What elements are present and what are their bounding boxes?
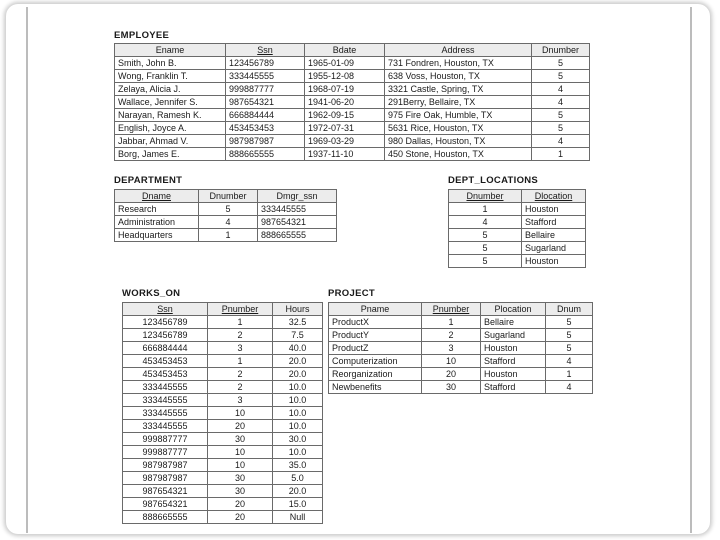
works-on-row xyxy=(123,511,323,524)
dept-locations-cell: Bellaire xyxy=(522,229,586,242)
department-cell: Research xyxy=(115,203,199,216)
works-on-cell: 10 xyxy=(208,407,273,420)
works-on-cell: 10 xyxy=(208,459,273,472)
employee-cell: 333445555 xyxy=(226,70,305,83)
project-cell: 10 xyxy=(422,355,481,368)
employee-cell: Zelaya, Alicia J. xyxy=(115,83,226,96)
works-on-cell: 123456789 xyxy=(123,316,208,329)
works-on-cell: 15.0 xyxy=(273,498,323,511)
employee-cell: 4 xyxy=(532,83,590,96)
works-on-cell: 20.0 xyxy=(273,485,323,498)
dept-locations-row xyxy=(449,203,586,216)
department-cell: Administration xyxy=(115,216,199,229)
works-on-cell: 32.5 xyxy=(273,316,323,329)
employee-cell: 450 Stone, Houston, TX xyxy=(385,148,532,161)
employee-cell: Smith, John B. xyxy=(115,57,226,70)
works-on-cell: 10.0 xyxy=(273,407,323,420)
project-cell: 20 xyxy=(422,368,481,381)
works-on-cell: 20 xyxy=(208,420,273,433)
works-on-row xyxy=(123,472,323,485)
works-on-cell: 20.0 xyxy=(273,355,323,368)
employee-cell: English, Joyce A. xyxy=(115,122,226,135)
left-decorative-bar xyxy=(8,7,28,533)
project-cell: 5 xyxy=(546,316,593,329)
dept-locations-row xyxy=(449,229,586,242)
project-row xyxy=(329,381,593,394)
employee-cell: 1937-11-10 xyxy=(305,148,385,161)
works-on-row xyxy=(123,355,323,368)
employee-cell: Borg, James E. xyxy=(115,148,226,161)
employee-cell: 1955-12-08 xyxy=(305,70,385,83)
works-on-title: WORKS_ON xyxy=(122,288,181,299)
dept-locations-header-dnumber: Dnumber xyxy=(449,190,522,203)
project-cell: 5 xyxy=(546,329,593,342)
project-row xyxy=(329,329,593,342)
dept-locations-title: DEPT_LOCATIONS xyxy=(448,175,539,186)
dept-locations-cell: 5 xyxy=(449,255,522,268)
employee-row xyxy=(115,135,590,148)
employee-cell: 666884444 xyxy=(226,109,305,122)
works-on-cell: 888665555 xyxy=(123,511,208,524)
department-row xyxy=(115,203,337,216)
works-on-cell: 20 xyxy=(208,498,273,511)
works-on-cell: 333445555 xyxy=(123,394,208,407)
project-cell: Sugarland xyxy=(481,329,546,342)
works-on-cell: 333445555 xyxy=(123,381,208,394)
project-cell: 4 xyxy=(546,355,593,368)
project-cell: 2 xyxy=(422,329,481,342)
employee-cell: 980 Dallas, Houston, TX xyxy=(385,135,532,148)
project-cell: 1 xyxy=(546,368,593,381)
dept-locations-cell: Houston xyxy=(522,255,586,268)
employee-header-ename: Ename xyxy=(115,44,226,57)
works-on-row xyxy=(123,420,323,433)
project-cell: 1 xyxy=(422,316,481,329)
works-on-cell: 666884444 xyxy=(123,342,208,355)
works-on-cell: 10 xyxy=(208,446,273,459)
employee-cell: 1962-09-15 xyxy=(305,109,385,122)
employee-cell: 291Berry, Bellaire, TX xyxy=(385,96,532,109)
department-cell: 888665555 xyxy=(258,229,337,242)
dept-locations-row xyxy=(449,255,586,268)
works-on-cell: 987987987 xyxy=(123,459,208,472)
employee-cell: 5 xyxy=(532,70,590,83)
employee-cell: 1968-07-19 xyxy=(305,83,385,96)
department-header-dmgr-ssn: Dmgr_ssn xyxy=(258,190,337,203)
project-title: PROJECT xyxy=(328,288,375,299)
project-cell: Newbenefits xyxy=(329,381,422,394)
employee-header-dnumber: Dnumber xyxy=(532,44,590,57)
employee-row xyxy=(115,70,590,83)
employee-cell: 638 Voss, Houston, TX xyxy=(385,70,532,83)
project-row xyxy=(329,368,593,381)
dept-locations-header-dlocation: Dlocation xyxy=(522,190,586,203)
project-row xyxy=(329,342,593,355)
department-cell: 1 xyxy=(199,229,258,242)
employee-cell: 987654321 xyxy=(226,96,305,109)
project-cell: ProductX xyxy=(329,316,422,329)
project-cell: 30 xyxy=(422,381,481,394)
employee-cell: 5 xyxy=(532,109,590,122)
works-on-cell: 987654321 xyxy=(123,485,208,498)
works-on-row xyxy=(123,446,323,459)
employee-header-address: Address xyxy=(385,44,532,57)
works-on-cell: 5.0 xyxy=(273,472,323,485)
works-on-cell: 2 xyxy=(208,381,273,394)
employee-cell: Narayan, Ramesh K. xyxy=(115,109,226,122)
works-on-cell: 10.0 xyxy=(273,381,323,394)
project-cell: Reorganization xyxy=(329,368,422,381)
employee-cell: 3321 Castle, Spring, TX xyxy=(385,83,532,96)
project-cell: Houston xyxy=(481,342,546,355)
works-on-cell: 10.0 xyxy=(273,420,323,433)
employee-header-ssn: Ssn xyxy=(226,44,305,57)
works-on-cell: 999887777 xyxy=(123,433,208,446)
dept-locations-row xyxy=(449,242,586,255)
works-on-cell: 30 xyxy=(208,472,273,485)
employee-title: EMPLOYEE xyxy=(114,30,170,41)
department-header-dnumber: Dnumber xyxy=(199,190,258,203)
project-cell: Computerization xyxy=(329,355,422,368)
works-on-row xyxy=(123,407,323,420)
works-on-cell: 987654321 xyxy=(123,498,208,511)
dept-locations-cell: 5 xyxy=(449,242,522,255)
employee-cell: Wallace, Jennifer S. xyxy=(115,96,226,109)
employee-cell: 5 xyxy=(532,57,590,70)
works-on-cell: 453453453 xyxy=(123,368,208,381)
works-on-cell: 987987987 xyxy=(123,472,208,485)
project-row xyxy=(329,355,593,368)
works-on-row xyxy=(123,381,323,394)
works-on-table xyxy=(122,302,323,524)
project-header-pname: Pname xyxy=(329,303,422,316)
works-on-cell: 3 xyxy=(208,342,273,355)
works-on-cell: 999887777 xyxy=(123,446,208,459)
works-on-cell: 333445555 xyxy=(123,407,208,420)
employee-row xyxy=(115,57,590,70)
employee-row xyxy=(115,148,590,161)
dept-locations-cell: 1 xyxy=(449,203,522,216)
works-on-row xyxy=(123,342,323,355)
project-cell: Stafford xyxy=(481,381,546,394)
project-cell: 3 xyxy=(422,342,481,355)
employee-cell: 731 Fondren, Houston, TX xyxy=(385,57,532,70)
works-on-cell: 30 xyxy=(208,485,273,498)
employee-row xyxy=(115,96,590,109)
project-row xyxy=(329,316,593,329)
employee-cell: 987987987 xyxy=(226,135,305,148)
works-on-row xyxy=(123,433,323,446)
works-on-row xyxy=(123,394,323,407)
employee-cell: 888665555 xyxy=(226,148,305,161)
department-row xyxy=(115,229,337,242)
works-on-cell: 2 xyxy=(208,368,273,381)
department-cell: 987654321 xyxy=(258,216,337,229)
employee-row xyxy=(115,122,590,135)
works-on-cell: 10.0 xyxy=(273,446,323,459)
project-header-pnumber: Pnumber xyxy=(422,303,481,316)
dept-locations-cell: Stafford xyxy=(522,216,586,229)
department-row xyxy=(115,216,337,229)
project-cell: 4 xyxy=(546,381,593,394)
dept-locations-cell: Houston xyxy=(522,203,586,216)
dept-locations-cell: Sugarland xyxy=(522,242,586,255)
works-on-cell: 7.5 xyxy=(273,329,323,342)
right-decorative-bar xyxy=(690,7,710,533)
works-on-cell: 333445555 xyxy=(123,420,208,433)
employee-cell: 1965-01-09 xyxy=(305,57,385,70)
employee-cell: 975 Fire Oak, Humble, TX xyxy=(385,109,532,122)
employee-cell: 453453453 xyxy=(226,122,305,135)
project-cell: ProductZ xyxy=(329,342,422,355)
works-on-header-ssn: Ssn xyxy=(123,303,208,316)
employee-row xyxy=(115,109,590,122)
dept-locations-table xyxy=(448,189,586,268)
works-on-cell: 30.0 xyxy=(273,433,323,446)
works-on-header-pnumber: Pnumber xyxy=(208,303,273,316)
works-on-cell: 1 xyxy=(208,355,273,368)
employee-cell: 123456789 xyxy=(226,57,305,70)
department-cell: 5 xyxy=(199,203,258,216)
works-on-cell: 40.0 xyxy=(273,342,323,355)
works-on-cell: 1 xyxy=(208,316,273,329)
works-on-cell: 453453453 xyxy=(123,355,208,368)
works-on-cell: Null xyxy=(273,511,323,524)
employee-cell: 4 xyxy=(532,96,590,109)
works-on-row xyxy=(123,498,323,511)
works-on-cell: 20.0 xyxy=(273,368,323,381)
employee-cell: 1 xyxy=(532,148,590,161)
project-cell: ProductY xyxy=(329,329,422,342)
project-cell: 5 xyxy=(546,342,593,355)
department-table xyxy=(114,189,337,242)
works-on-row xyxy=(123,368,323,381)
works-on-cell: 30 xyxy=(208,433,273,446)
project-cell: Bellaire xyxy=(481,316,546,329)
dept-locations-cell: 4 xyxy=(449,216,522,229)
department-cell: Headquarters xyxy=(115,229,199,242)
project-cell: Houston xyxy=(481,368,546,381)
employee-cell: Jabbar, Ahmad V. xyxy=(115,135,226,148)
employee-cell: Wong, Franklin T. xyxy=(115,70,226,83)
employee-cell: 4 xyxy=(532,135,590,148)
works-on-cell: 3 xyxy=(208,394,273,407)
works-on-row xyxy=(123,329,323,342)
employee-cell: 1969-03-29 xyxy=(305,135,385,148)
works-on-row xyxy=(123,459,323,472)
project-table xyxy=(328,302,593,394)
employee-row xyxy=(115,83,590,96)
employee-header-bdate: Bdate xyxy=(305,44,385,57)
works-on-row xyxy=(123,485,323,498)
employee-cell: 1941-06-20 xyxy=(305,96,385,109)
employee-cell: 5631 Rice, Houston, TX xyxy=(385,122,532,135)
project-cell: Stafford xyxy=(481,355,546,368)
department-header-dname: Dname xyxy=(115,190,199,203)
dept-locations-row xyxy=(449,216,586,229)
employee-cell: 999887777 xyxy=(226,83,305,96)
department-cell: 333445555 xyxy=(258,203,337,216)
works-on-row xyxy=(123,316,323,329)
works-on-cell: 123456789 xyxy=(123,329,208,342)
project-header-dnum: Dnum xyxy=(546,303,593,316)
employee-cell: 5 xyxy=(532,122,590,135)
project-header-plocation: Plocation xyxy=(481,303,546,316)
works-on-header-hours: Hours xyxy=(273,303,323,316)
department-cell: 4 xyxy=(199,216,258,229)
works-on-cell: 35.0 xyxy=(273,459,323,472)
department-title: DEPARTMENT xyxy=(114,175,183,186)
employee-cell: 1972-07-31 xyxy=(305,122,385,135)
works-on-cell: 10.0 xyxy=(273,394,323,407)
works-on-cell: 20 xyxy=(208,511,273,524)
dept-locations-cell: 5 xyxy=(449,229,522,242)
employee-table xyxy=(114,43,590,161)
works-on-cell: 2 xyxy=(208,329,273,342)
